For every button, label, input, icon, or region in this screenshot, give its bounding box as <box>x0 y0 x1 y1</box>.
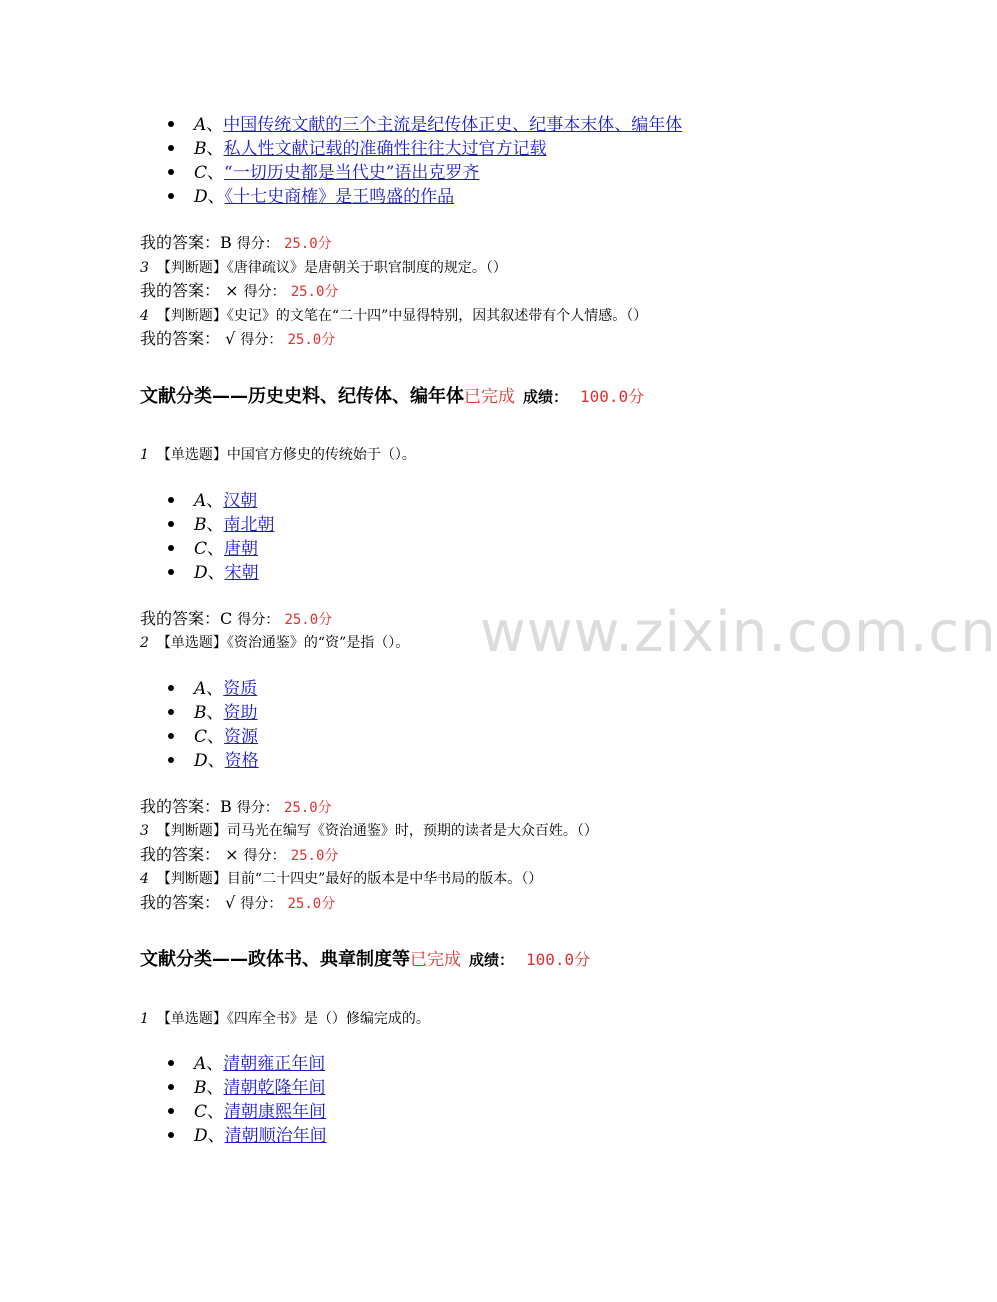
section-heading <box>140 385 644 409</box>
question-text: 【单选题】《四库全书》是（）修编完成的。 <box>156 1011 430 1027</box>
option-a[interactable]: A、汉朝 <box>168 490 257 512</box>
option-link[interactable]: “一切历史都是当代史”语出克罗齐 <box>224 163 480 183</box>
bullet-icon <box>168 545 174 551</box>
option-letter: C <box>194 1102 208 1122</box>
option-b[interactable]: B、清朝乾隆年间 <box>168 1077 326 1099</box>
score-label: 得分： <box>240 896 283 912</box>
question-3 <box>140 259 507 277</box>
my-answer <box>140 329 335 350</box>
bullet-icon <box>168 709 174 715</box>
bullet-icon <box>168 121 174 127</box>
bullet-icon <box>168 685 174 691</box>
score-label: 得分： <box>243 848 286 864</box>
score-value: 25.0分 <box>284 612 333 628</box>
question-number: 3 <box>140 823 149 839</box>
option-letter: D <box>194 1126 208 1146</box>
question-1 <box>140 1010 430 1028</box>
option-link[interactable]: 南北朝 <box>223 515 275 535</box>
option-d[interactable]: D、宋朝 <box>168 562 259 584</box>
my-answer <box>140 797 332 818</box>
bullet-icon <box>168 1060 174 1066</box>
answer-label: 我的答案： <box>140 893 221 912</box>
option-letter: B <box>194 515 207 535</box>
bullet-icon <box>168 757 174 763</box>
bullet-icon <box>168 1084 174 1090</box>
question-number: 3 <box>140 260 149 276</box>
option-link[interactable]: 中国传统文献的三个主流是纪传体正史、纪事本末体、编年体 <box>223 115 683 135</box>
question-number: 1 <box>140 447 149 463</box>
score-value: 25.0分 <box>283 800 332 816</box>
bullet-icon <box>168 497 174 503</box>
option-letter: A <box>194 115 207 135</box>
option-b[interactable]: B、资助 <box>168 702 258 724</box>
answer-mark: × <box>225 845 239 864</box>
score-label: 得分： <box>236 236 279 252</box>
bullet-icon <box>168 1108 174 1114</box>
option-a[interactable]: A、资质 <box>168 678 257 700</box>
bullet-icon <box>168 733 174 739</box>
option-link[interactable]: 资格 <box>224 751 259 771</box>
question-text: 【单选题】中国官方修史的传统始于（）。 <box>156 447 416 463</box>
option-letter: A <box>194 679 207 699</box>
option-link[interactable]: 私人性文献记载的准确性往往大过官方记载 <box>223 139 547 159</box>
my-answer <box>140 893 335 914</box>
status-badge: 已完成 <box>410 950 461 970</box>
score-label: 得分： <box>237 612 280 628</box>
question-3 <box>140 822 598 840</box>
option-letter: D <box>194 563 208 583</box>
option-c[interactable]: C、资源 <box>168 726 258 748</box>
option-b[interactable]: B、南北朝 <box>168 514 275 536</box>
option-letter: B <box>194 703 207 723</box>
option-link[interactable]: 清朝乾隆年间 <box>223 1078 326 1098</box>
grade-label: 成绩： <box>469 951 515 969</box>
option-d[interactable]: D、清朝顺治年间 <box>168 1125 327 1147</box>
score-value: 25.0分 <box>283 236 332 252</box>
answer-label: 我的答案：B <box>140 233 232 252</box>
option-d[interactable]: D、《十七史商榷》是王鸣盛的作品 <box>168 186 454 208</box>
question-number: 4 <box>140 308 149 324</box>
option-link[interactable]: 《十七史商榷》是王鸣盛的作品 <box>224 187 455 207</box>
score-label: 得分： <box>240 332 283 348</box>
question-text: 【单选题】《资治通鉴》的“资”是指（）。 <box>156 635 410 651</box>
my-answer <box>140 845 338 866</box>
answer-label: 我的答案：B <box>140 797 232 816</box>
status-badge: 已完成 <box>464 387 515 407</box>
question-4 <box>140 870 542 888</box>
option-letter: B <box>194 1078 207 1098</box>
bullet-icon <box>168 145 174 151</box>
watermark-text: www.zixin.com.cn <box>480 600 997 665</box>
question-text: 【判断题】《史记》的文笔在“二十四”中显得特别，因其叙述带有个人情感。（） <box>156 308 648 324</box>
option-link[interactable]: 清朝雍正年间 <box>223 1054 326 1074</box>
option-letter: C <box>194 163 208 183</box>
question-number: 1 <box>140 1011 149 1027</box>
answer-label: 我的答案： <box>140 281 221 300</box>
option-c[interactable]: C、清朝康熙年间 <box>168 1101 326 1123</box>
question-4 <box>140 307 647 325</box>
answer-label: 我的答案： <box>140 845 221 864</box>
option-link[interactable]: 资质 <box>223 679 258 699</box>
answer-mark: √ <box>225 893 236 912</box>
answer-label: 我的答案： <box>140 329 221 348</box>
option-a[interactable]: A、中国传统文献的三个主流是纪传体正史、纪事本末体、编年体 <box>168 114 682 136</box>
option-letter: A <box>194 1054 207 1074</box>
bullet-icon <box>168 1132 174 1138</box>
option-letter: B <box>194 139 207 159</box>
option-a[interactable]: A、清朝雍正年间 <box>168 1053 325 1075</box>
score-value: 25.0分 <box>287 332 336 348</box>
section-heading <box>140 948 590 972</box>
option-letter: C <box>194 539 208 559</box>
answer-label: 我的答案：C <box>140 609 233 628</box>
section-title: 文献分类——历史史料、纪传体、编年体 <box>140 386 464 407</box>
grade-value: 100.0分 <box>580 387 645 406</box>
option-link[interactable]: 资助 <box>223 703 258 723</box>
option-letter: A <box>194 491 207 511</box>
score-value: 25.0分 <box>290 848 339 864</box>
option-letter: D <box>194 187 208 207</box>
question-number: 2 <box>140 635 149 651</box>
option-link[interactable]: 唐朝 <box>224 539 259 559</box>
grade-value: 100.0分 <box>526 950 591 969</box>
bullet-icon <box>168 169 174 175</box>
my-answer <box>140 609 332 630</box>
score-value: 25.0分 <box>287 896 336 912</box>
grade-label: 成绩： <box>523 388 569 406</box>
score-value: 25.0分 <box>290 284 339 300</box>
section-title: 文献分类——政体书、典章制度等 <box>140 949 410 970</box>
option-b[interactable]: B、私人性文献记载的准确性往往大过官方记载 <box>168 138 547 160</box>
option-letter: C <box>194 727 208 747</box>
answer-mark: × <box>225 281 239 300</box>
option-link[interactable]: 资源 <box>224 727 259 747</box>
bullet-icon <box>168 521 174 527</box>
option-c[interactable]: C、唐朝 <box>168 538 258 560</box>
option-link[interactable]: 清朝顺治年间 <box>224 1126 327 1146</box>
question-2 <box>140 634 409 652</box>
bullet-icon <box>168 193 174 199</box>
option-link[interactable]: 汉朝 <box>223 491 258 511</box>
option-d[interactable]: D、资格 <box>168 750 259 772</box>
question-1 <box>140 446 416 464</box>
score-label: 得分： <box>243 284 286 300</box>
option-link[interactable]: 清朝康熙年间 <box>224 1102 327 1122</box>
question-text: 【判断题】目前“二十四史”最好的版本是中华书局的版本。（） <box>156 871 543 887</box>
answer-mark: √ <box>225 329 236 348</box>
score-label: 得分： <box>236 800 279 816</box>
option-c[interactable]: C、“一切历史都是当代史”语出克罗齐 <box>168 162 479 184</box>
option-link[interactable]: 宋朝 <box>224 563 259 583</box>
bullet-icon <box>168 569 174 575</box>
question-text: 【判断题】《唐律疏议》是唐朝关于职官制度的规定。（） <box>156 260 507 276</box>
question-number: 4 <box>140 871 149 887</box>
option-letter: D <box>194 751 208 771</box>
question-text: 【判断题】司马光在编写《资治通鉴》时，预期的读者是大众百姓。（） <box>156 823 598 839</box>
my-answer <box>140 281 338 302</box>
my-answer <box>140 233 332 254</box>
